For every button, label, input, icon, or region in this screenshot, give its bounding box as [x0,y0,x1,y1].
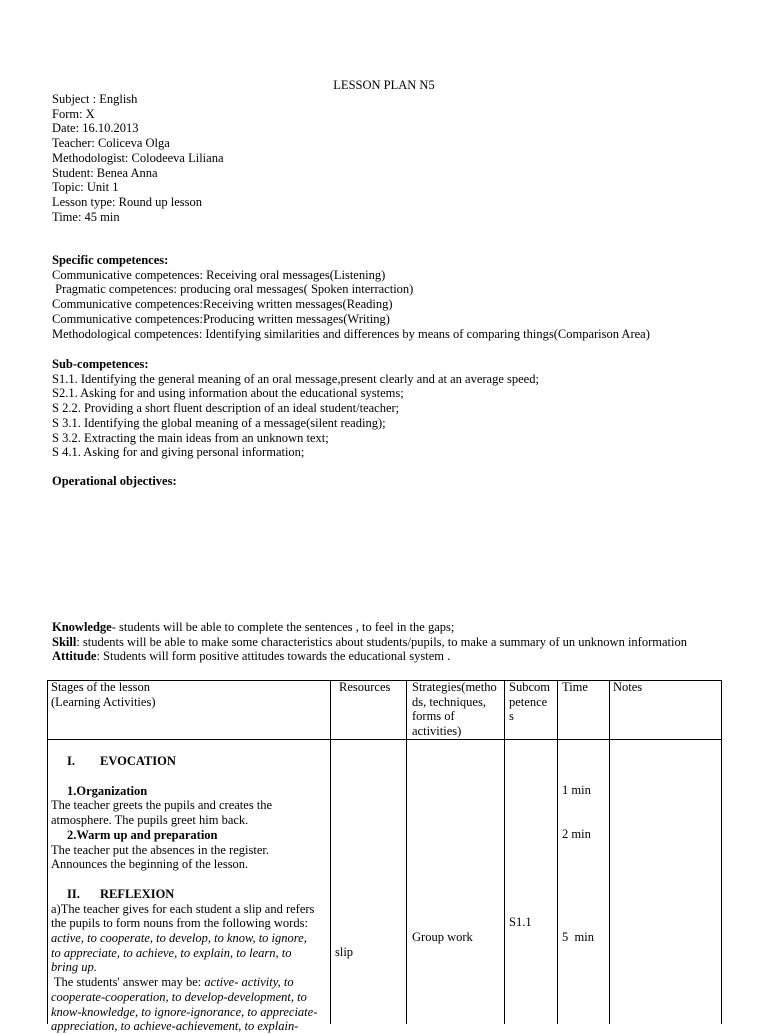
info-time: Time: 45 min [52,209,120,224]
sub-line: S1.1. Identifying the general meaning of an oral message,present clearly and at an average speed; [52,371,539,386]
sub-competences [52,357,742,460]
info-topic: Topic: Unit 1 [52,180,119,195]
knowledge-label: Knowledge [52,620,112,634]
specific-line: Communicative competences:Receiving written messages(Reading) [52,297,393,312]
table-col-divider [557,680,558,1024]
stages-content: I. EVOCATION 1.Organization The teacher greets the pupils and creates the atmosphere. The pupils greet him back. 2.Warm up and preparation The teacher put the absences in the register. Announces the beginning of the lesson. II. REFLEXION a)The teacher gives for each student a slip and refers the pupils to form nouns from the following words: active, to cooperate, to develop, to know, to ignore, to appreciate, to achieve, to explain, to learn, to bring up. The students' answer may be: active- activity, to cooperate-cooperation, to develop-development, to know-knowledge, to ignore-ignorance, to appreciate- appreciation, to achieve-achievement, to explain- [51,754,329,1034]
resource-slip: slip [335,945,354,959]
sub-line: S 2.2. Providing a short fluent description of an ideal student/teacher; [52,401,400,416]
specific-competences [52,253,742,341]
header-subcompetences: Subcom petence s [509,680,550,724]
sub-line: S 3.2. Extracting the main ideas from an unknown text; [52,430,329,445]
objectives [52,620,742,664]
table-col-divider [504,680,505,1024]
attitude-text: : Students will form positive attitudes towards the educational system . [96,649,451,664]
table-col-divider [406,680,407,1024]
lesson-info [52,92,742,224]
table-border-right [721,680,722,1024]
strategy-group-work: Group work [412,930,473,944]
subcompetence-s11: S1.1 [509,915,532,929]
info-lesson-type: Lesson type: Round up lesson [52,194,202,209]
sub-line: S 4.1. Asking for and giving personal information; [52,445,305,460]
section-evocation: I. EVOCATION [67,754,176,768]
table-border-left [47,680,48,1024]
time-2-min: 2 min [562,827,591,841]
warmup-title: 2.Warm up and preparation [67,827,218,842]
table-col-divider [330,680,331,1024]
specific-heading: Specific competences: [52,253,169,267]
sub-heading: Sub-competences: [52,357,149,371]
operational-heading: Operational objectives: [52,474,177,488]
info-teacher: Teacher: Coliceva Olga [52,136,170,151]
table-header-divider [47,739,722,740]
specific-line: Pragmatic competences: producing oral messages( Spoken interraction) [52,282,414,297]
specific-line: Communicative competences:Producing written messages(Writing) [52,311,390,326]
header-strategies: Strategies(metho ds, techniques, forms of activities) [412,680,497,739]
header-time: Time [562,680,588,694]
info-date: Date: 16.10.2013 [52,121,139,136]
info-methodologist: Methodologist: Colodeeva Liliana [52,150,224,165]
lesson-table [47,680,722,1034]
header-stages: Stages of the lesson (Learning Activities) [51,680,156,709]
info-student: Student: Benea Anna [52,165,158,180]
info-subject: Subject : English [52,92,138,106]
specific-line: Communicative competences: Receiving oral messages(Listening) [52,267,386,282]
sub-line: S2.1. Asking for and using information about the educational systems; [52,386,404,401]
info-form: Form: X [52,106,95,121]
time-1-min: 1 min [562,783,591,797]
specific-line: Methodological competences: Identifying similarities and differences by means of comparing things(Comparison Area) [52,326,650,341]
attitude-line [52,649,742,664]
page-title: LESSON PLAN N5 [333,78,435,92]
knowledge-text: - students will be able to complete the sentences , to feel in the gaps; [111,620,455,634]
organization-title: 1.Organization [67,783,148,798]
header-notes: Notes [613,680,643,694]
attitude-label: Attitude [52,649,97,664]
sub-line: S 3.1. Identifying the global meaning of a message(silent reading); [52,415,386,430]
skill-line [52,635,742,650]
operational-objectives [52,474,742,489]
skill-label: Skill [52,634,77,649]
header-resources: Resources [339,680,391,694]
table-col-divider [609,680,610,1024]
skill-text: : students will be able to make some characteristics about students/pupils, to make a summary of un unknown information [76,634,687,649]
time-5-min: 5 min [562,930,594,944]
knowledge-line [52,620,742,635]
section-reflexion: II. REFLEXION [67,886,175,901]
